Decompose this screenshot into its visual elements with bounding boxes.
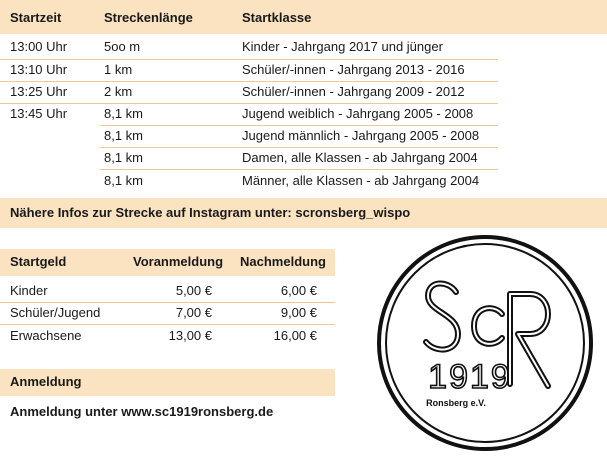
fee-pre: 7,00 € bbox=[175, 305, 212, 320]
row-divider bbox=[100, 169, 498, 170]
start-class: Schüler/-innen - Jahrgang 2009 - 2012 bbox=[242, 84, 465, 99]
header-startgeld: Startgeld bbox=[10, 254, 67, 269]
start-distance: 2 km bbox=[104, 84, 133, 99]
start-class: Männer, alle Klassen - ab Jahrgang 2004 bbox=[242, 173, 480, 188]
header-streckenlaenge: Streckenlänge bbox=[104, 10, 193, 25]
logo-letter-s bbox=[426, 283, 458, 349]
start-class: Jugend weiblich - Jahrgang 2005 - 2008 bbox=[242, 106, 474, 121]
row-divider bbox=[0, 324, 335, 325]
row-divider bbox=[100, 125, 498, 126]
row-divider bbox=[100, 147, 498, 148]
start-time: 13:00 Uhr bbox=[10, 39, 68, 54]
start-distance: 8,1 km bbox=[104, 128, 144, 143]
registration-title: Anmeldung bbox=[10, 374, 82, 389]
header-voranmeldung: Voranmeldung bbox=[133, 254, 224, 269]
start-distance: 8,1 km bbox=[104, 106, 144, 121]
fee-pre: 13,00 € bbox=[168, 328, 212, 343]
instagram-info: Nähere Infos zur Strecke auf Instagram unter: scronsberg_wispo bbox=[10, 205, 411, 220]
start-time: 13:25 Uhr bbox=[10, 84, 68, 99]
header-startklasse: Startklasse bbox=[242, 10, 312, 25]
fee-category: Erwachsene bbox=[10, 328, 82, 343]
header-nachmeldung: Nachmeldung bbox=[240, 254, 326, 269]
fee-category: Schüler/Jugend bbox=[10, 305, 101, 320]
fee-pre: 5,00 € bbox=[175, 283, 212, 298]
logo-club-name: Ronsberg e.V. bbox=[426, 398, 486, 408]
start-class: Schüler/-innen - Jahrgang 2013 - 2016 bbox=[242, 62, 465, 77]
row-divider bbox=[0, 81, 498, 82]
fee-late: 9,00 € bbox=[280, 305, 317, 320]
start-distance: 8,1 km bbox=[104, 173, 144, 188]
start-distance: 5oo m bbox=[104, 39, 141, 54]
logo-year: 1919 bbox=[428, 358, 512, 396]
row-divider bbox=[0, 302, 335, 303]
start-distance: 8,1 km bbox=[104, 150, 144, 165]
fee-category: Kinder bbox=[10, 283, 48, 298]
fee-late: 16,00 € bbox=[273, 328, 317, 343]
start-distance: 1 km bbox=[104, 62, 133, 77]
header-startzeit: Startzeit bbox=[10, 10, 62, 25]
logo-letter-r bbox=[510, 294, 548, 386]
row-divider bbox=[0, 59, 498, 60]
start-class: Damen, alle Klassen - ab Jahrgang 2004 bbox=[242, 150, 478, 165]
row-divider bbox=[0, 103, 498, 104]
start-class: Kinder - Jahrgang 2017 und jünger bbox=[242, 39, 443, 54]
fee-late: 6,00 € bbox=[280, 283, 317, 298]
start-class: Jugend männlich - Jahrgang 2005 - 2008 bbox=[242, 128, 480, 143]
start-time: 13:10 Uhr bbox=[10, 62, 68, 77]
club-logo bbox=[370, 234, 600, 452]
start-time: 13:45 Uhr bbox=[10, 106, 68, 121]
registration-link[interactable]: Anmeldung unter www.sc1919ronsberg.de bbox=[10, 404, 274, 419]
